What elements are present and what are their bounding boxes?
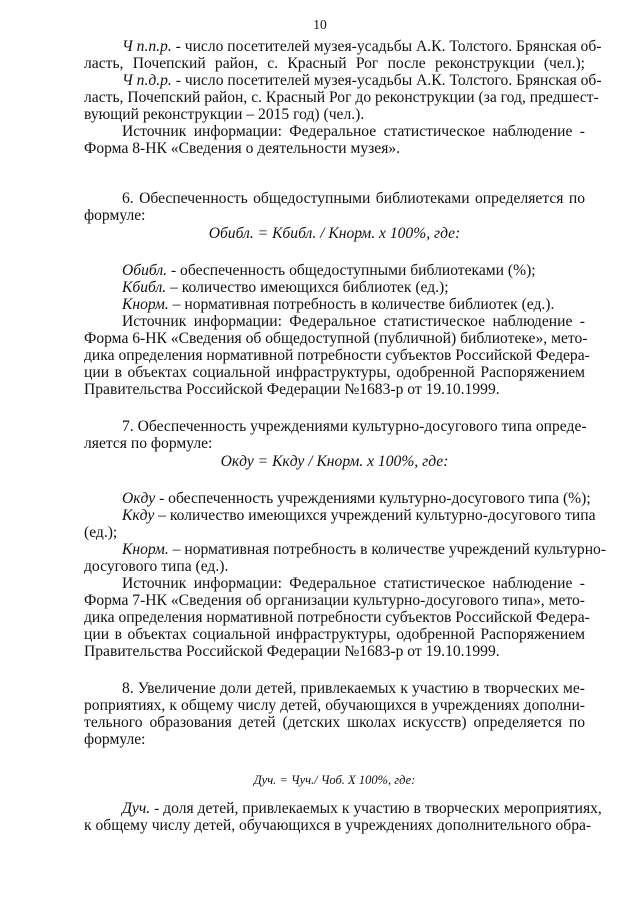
definition-line: досугового типа (ед.). [84, 558, 229, 575]
definition-line: Ч п.п.р. - число посетителей музея-усадьбы А.К. Толстого. Брянская об- [122, 38, 602, 55]
term: Кбибл. [122, 279, 167, 296]
definition-line: (ед.); [84, 524, 118, 541]
paragraph-line: формуле: [84, 207, 146, 224]
definition-line: Ч п.д.р. - число посетителей музея-усадьбы А.К. Толстого. Брянская об- [122, 72, 602, 89]
source-line: ции в объектах социальной инфраструктуры, одобренной Распоряжением [84, 364, 585, 381]
term: Обибл. [122, 262, 168, 279]
definition-line: Кнорм. – нормативная потребность в количестве учреждений культурно- [122, 541, 607, 558]
page-number: 10 [313, 17, 327, 32]
term: Окду [122, 490, 156, 507]
source-line: Источник информации: Федеральное статистическое наблюдение - [122, 123, 585, 140]
definition-line: ласть, Почепский район, с. Красный Рог до реконструкции (за год, предшест- [84, 89, 599, 106]
definition-line: Обибл. - обеспеченность общедоступными библиотеками (%); [122, 262, 536, 279]
source-line: Источник информации: Федеральное статистическое наблюдение - [122, 575, 585, 592]
paragraph-line: 6. Обеспеченность общедоступными библиотеками определяется по [122, 190, 585, 207]
term: Ккду [122, 507, 155, 524]
source-line: Источник информации: Федеральное статистическое наблюдение - [122, 313, 585, 330]
source-line: Форма 7-НК «Сведения об организации культурно-досугового типа», мето- [84, 592, 585, 609]
definition-line: Окду - обеспеченность учреждениями культурно-досугового типа (%); [122, 490, 591, 507]
source-line: Форма 6-НК «Сведения об общедоступной (публичной) библиотеке», мето- [84, 330, 588, 347]
definition-line: вующий реконструкции – 2015 год) (чел.). [84, 106, 365, 123]
paragraph-line: роприятиях, к общему числу детей, обучающихся в учреждениях дополни- [84, 697, 585, 714]
formula: Обибл. = Кбибл. / Кнорм. х 100%, где: [208, 225, 461, 242]
paragraph-line: ляется по формуле: [84, 435, 213, 452]
term: Кнорм. [122, 296, 169, 313]
definition-line: Кбибл. – количество имеющихся библиотек (ед.); [122, 279, 449, 296]
definition-line: ласть, Почепский район, с. Красный Рог после реконструкции (чел.); [84, 55, 585, 72]
paragraph-line: формуле: [84, 731, 146, 748]
source-line: дика определения нормативной потребности субъектов Российской Федера- [84, 347, 590, 364]
term: Ч п.п.р. [122, 38, 172, 55]
formula: Дуч. = Чуч./ Чоб. Х 100%, где: [253, 773, 416, 787]
definition-line: Дуч. - доля детей, привлекаемых к участию в творческих мероприятиях, [122, 800, 602, 817]
source-line: дика определения нормативной потребности субъектов Российской Федера- [84, 609, 590, 626]
source-line: ции в объектах социальной инфраструктуры, одобренной Распоряжением [84, 626, 585, 643]
source-line: Правительства Российской Федерации №1683-р от 19.10.1999. [84, 643, 500, 660]
term: Ч п.д.р. [122, 72, 172, 89]
definition-line: Ккду – количество имеющихся учреждений культурно-досугового типа [122, 507, 596, 524]
paragraph-line: 7. Обеспеченность учреждениями культурно-досугового типа опреде- [122, 418, 587, 435]
paragraph-line: тельного образования детей (детских школах искусств) определяется по [84, 714, 585, 731]
source-line: Правительства Российской Федерации №1683-р от 19.10.1999. [84, 381, 500, 398]
term: Кнорм. [122, 541, 169, 558]
source-line: Форма 8-НК «Сведения о деятельности музея». [84, 140, 401, 157]
paragraph-line: 8. Увеличение доли детей, привлекаемых к участию в творческих ме- [122, 680, 585, 697]
definition-line: Кнорм. – нормативная потребность в количестве библиотек (ед.). [122, 296, 555, 313]
term: Дуч. [122, 800, 151, 817]
formula: Окду = Ккду / Кнорм. х 100%, где: [220, 453, 449, 470]
definition-line: к общему числу детей, обучающихся в учреждениях дополнительного обра- [84, 817, 592, 834]
